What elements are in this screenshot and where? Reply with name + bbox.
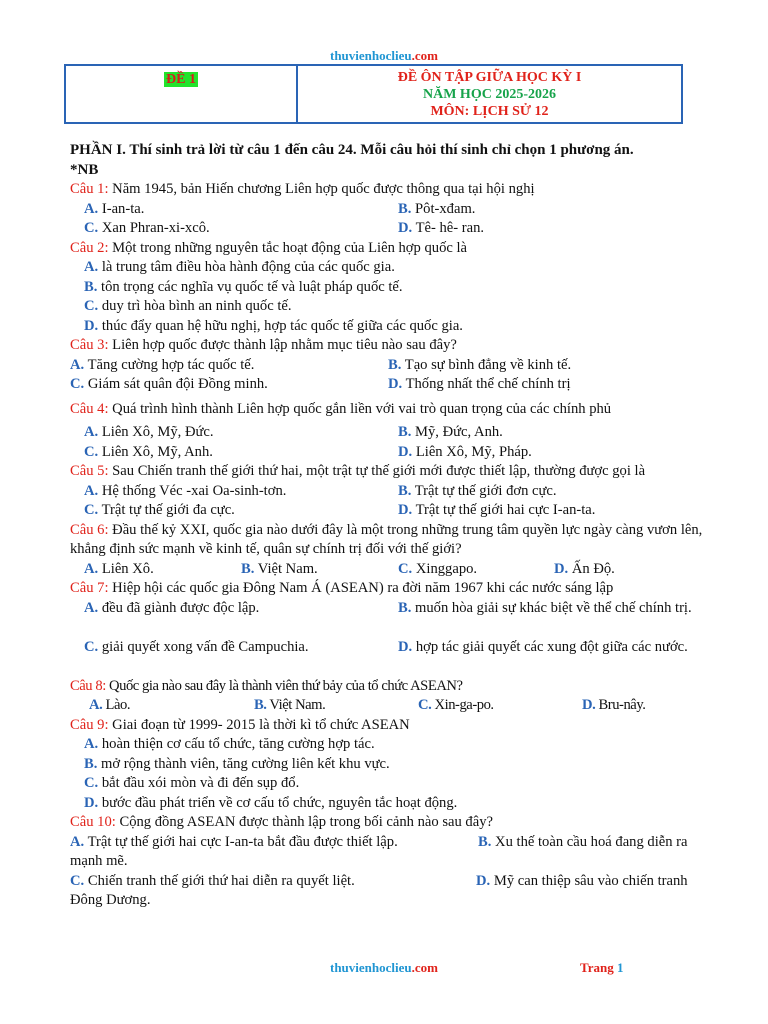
option-d: D. bước đầu phát triển về cơ cấu tổ chức, nguyên tắc hoạt động. (84, 794, 458, 811)
question-label: Câu 10: (70, 814, 116, 830)
footer-site-main: thuvienhoclieu (330, 960, 412, 975)
exam-code: ĐỀ 1 (166, 72, 196, 87)
option-c: C. Xinggapo. (398, 560, 478, 577)
option-b: B. Pôt-xđam. (398, 200, 476, 217)
question-text: Đầu thế kỷ XXI, quốc gia nào dưới đây là một trong những trung tâm quyền lực ngày càng vươn lên, khẳng định sức mạnh về kinh tế, quân sự chính trị đối với thế giới? (70, 521, 703, 557)
option-a: A. Trật tự thế giới hai cực I-an-ta bắt đầu được thiết lập. (70, 833, 398, 850)
question-text: Hiệp hội các quốc gia Đông Nam Á (ASEAN) ra đời năm 1967 khi các nước sáng lập (108, 580, 614, 596)
option-d: D. hợp tác giải quyết các xung đột giữa các nước. (398, 638, 688, 655)
question-text: Giai đoạn từ 1999- 2015 là thời kì tổ chức ASEAN (108, 716, 410, 733)
part-heading (70, 141, 730, 161)
question-text: Sau Chiến tranh thế giới thứ hai, một trật tự thế giới mới được thiết lập, thường được gọi là (108, 463, 646, 479)
option-b: B. Tạo sự bình đẳng về kinh tế. (388, 356, 572, 373)
exam-header-box (64, 64, 683, 124)
option-c: C. duy trì hòa bình an ninh quốc tế. (84, 298, 292, 314)
option-c: C. Liên Xô, Mỹ, Anh. (84, 443, 213, 460)
options-row (70, 443, 730, 463)
footer-site-link (0, 960, 768, 976)
option-a: A. Liên Xô. (84, 560, 154, 577)
option-a: A. hoàn thiện cơ cấu tổ chức, tăng cường hợp tác. (84, 736, 375, 752)
question-9 (70, 716, 730, 736)
level-marker: *NB (70, 161, 99, 178)
option-d: D. Tê- hê- ran. (398, 220, 485, 236)
question-text: Năm 1945, bản Hiến chương Liên hợp quốc được thông qua tại hội nghị (108, 181, 535, 197)
option-c: C. Trật tự thế giới đa cực. (84, 502, 235, 518)
site-name-domain: .com (411, 48, 438, 63)
question-label: Câu 5: (70, 463, 109, 479)
option-c: C. bắt đầu xói mòn và đi đến sụp đổ. (84, 775, 300, 791)
option-a: A. Lào. (89, 697, 131, 713)
exam-content (70, 141, 730, 911)
question-8 (70, 677, 730, 697)
option-b: B. Xu thế toàn cầu hoá đang diễn ra mạnh mẽ. (70, 833, 688, 869)
options-row (70, 482, 730, 502)
options-row (70, 423, 730, 443)
question-text: Một trong những nguyên tắc hoạt động của Liên hợp quốc là (108, 239, 468, 256)
page-value: 1 (616, 960, 624, 975)
exam-title: ĐỀ ÔN TẬP GIỮA HỌC KỲ I (397, 70, 582, 85)
site-name-main: thuvienhoclieu (330, 48, 412, 63)
options-row (70, 560, 730, 580)
option-d: D. Thống nhất thể chế chính trị (388, 376, 571, 392)
exam-subject: MÔN: LỊCH SỬ 12 (430, 104, 549, 119)
option-a: A. đều đã giành được độc lập. (84, 599, 260, 616)
part-label: PHẦN I (70, 142, 123, 158)
page-number (580, 960, 623, 976)
option-b: B. muốn hòa giải sự khác biệt về thể chế chính trị. (398, 599, 692, 616)
options-row (70, 200, 730, 220)
part-instruction: . Thí sinh trả lời từ câu 1 đến câu 24. Mỗi câu hỏi thí sinh chỉ chọn 1 phương án. (122, 142, 634, 158)
question-label: Câu 2: (70, 239, 109, 256)
option-d: D. Mỹ can thiệp sâu vào chiến tranh Đông Dương. (70, 872, 688, 908)
option-d: D. thúc đẩy quan hệ hữu nghị, hợp tác quốc tế giữa các quốc gia. (84, 317, 463, 334)
options-row (70, 356, 730, 376)
question-2 (70, 239, 730, 259)
footer-site-domain: .com (411, 960, 438, 975)
option-c: C. Xin-ga-po. (418, 697, 494, 713)
option-b: B. Việt Nam. (254, 697, 326, 713)
question-text: Cộng đồng ASEAN được thành lập trong bối cảnh nào sau đây? (115, 814, 493, 830)
option-b: B. Mỹ, Đức, Anh. (398, 424, 503, 440)
option-d: D. Trật tự thế giới hai cực I-an-ta. (398, 502, 596, 518)
option-d: D. Liên Xô, Mỹ, Pháp. (398, 443, 532, 460)
options-row (70, 696, 730, 716)
exam-code-cell (66, 66, 298, 122)
option-c: C. Chiến tranh thế giới thứ hai diễn ra quyết liệt. (70, 872, 355, 889)
option-c: C. giải quyết xong vấn đề Campuchia. (84, 638, 309, 655)
option-a: A. Tăng cường hợp tác quốc tế. (70, 356, 255, 373)
question-label: Câu 4: (70, 400, 109, 417)
options-row (70, 638, 730, 677)
question-text: Liên hợp quốc được thành lập nhằm mục tiêu nào sau đây? (108, 337, 457, 353)
question-label: Câu 6: (70, 521, 109, 538)
option-b: B. Việt Nam. (241, 560, 318, 577)
site-header-link (0, 48, 768, 64)
options-row (70, 375, 730, 395)
option-b: B. Trật tự thế giới đơn cực. (398, 482, 557, 499)
question-6 (70, 521, 710, 560)
option-a: A. Liên Xô, Mỹ, Đức. (84, 424, 214, 440)
question-label: Câu 7: (70, 580, 109, 596)
page-label: Trang (580, 960, 617, 975)
exam-year: NĂM HỌC 2025-2026 (423, 87, 556, 102)
question-label: Câu 3: (70, 337, 109, 353)
option-a: A. I-an-ta. (84, 200, 145, 217)
question-text: Quốc gia nào sau đây là thành viên thứ bảy của tổ chức ASEAN? (105, 677, 463, 694)
exam-title-cell (298, 66, 681, 122)
option-a: A. Hệ thống Véc -xai Oa-sinh-tơn. (84, 482, 287, 499)
question-1 (70, 180, 730, 200)
option-d: D. Bru-nây. (582, 697, 646, 713)
option-b: B. tôn trọng các nghĩa vụ quốc tế và luật pháp quốc tế. (84, 278, 403, 295)
option-c: C. Xan Phran-xi-xcô. (84, 220, 210, 236)
options-row (70, 872, 730, 911)
options-row (70, 599, 730, 638)
question-5 (70, 462, 710, 482)
options-row (70, 501, 730, 521)
options-row (70, 219, 730, 239)
question-10 (70, 813, 730, 833)
option-a: A. là trung tâm điều hòa hành động của các quốc gia. (84, 259, 395, 275)
question-label: Câu 1: (70, 181, 109, 197)
options-row (70, 833, 730, 872)
option-b: B. mở rộng thành viên, tăng cường liên kết khu vực. (84, 755, 390, 772)
question-4 (70, 400, 730, 420)
question-label: Câu 8: (70, 677, 106, 694)
question-3 (70, 336, 730, 356)
option-c: C. Giám sát quân đội Đồng minh. (70, 376, 268, 392)
question-label: Câu 9: (70, 716, 109, 733)
question-7 (70, 579, 730, 599)
question-text: Quá trình hình thành Liên hợp quốc gắn liền với vai trò quan trọng của các chính phủ (108, 400, 612, 417)
option-d: D. Ấn Độ. (554, 560, 615, 577)
